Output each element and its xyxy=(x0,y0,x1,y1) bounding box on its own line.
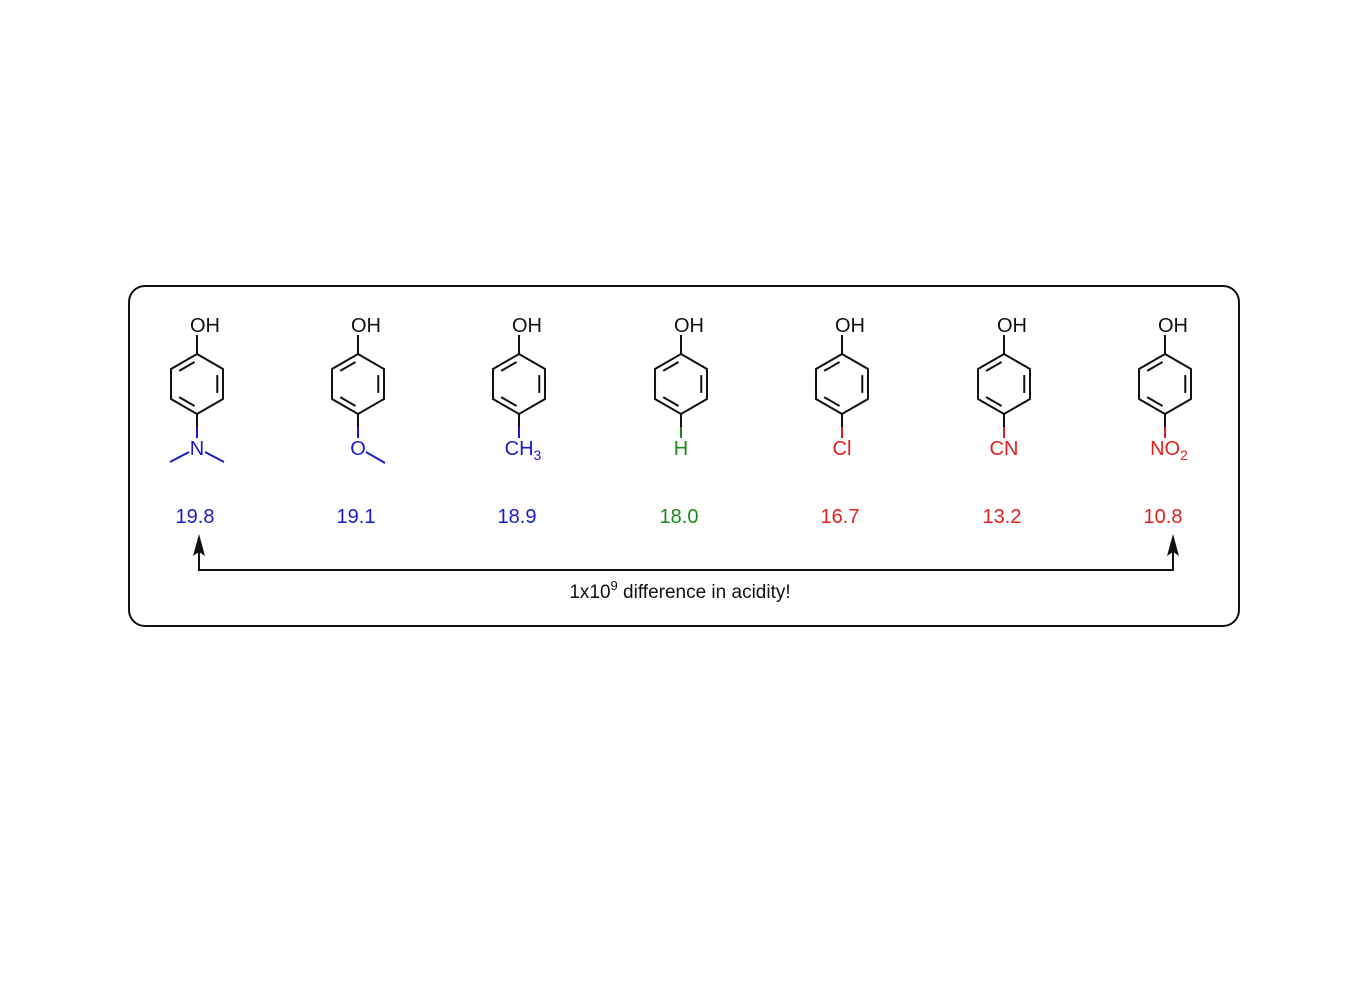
substituent-label xyxy=(190,438,204,460)
acidity-caption xyxy=(569,578,790,603)
methyl-bond-right xyxy=(205,452,224,462)
bracket-line xyxy=(199,550,1173,570)
pka-value: 13.2 xyxy=(982,506,1022,528)
comparison-bracket xyxy=(193,534,1179,570)
molecule-ome xyxy=(332,315,385,528)
substituent-subscript: 3 xyxy=(533,447,542,463)
substituent-text: H xyxy=(673,438,689,460)
substituent-text: NO xyxy=(1150,438,1181,460)
substituent-text: CN xyxy=(989,438,1019,460)
methyl-bond-left xyxy=(170,452,189,462)
pka-value: 19.1 xyxy=(336,506,376,528)
hydroxyl-label: OH xyxy=(1158,315,1188,337)
benzene-ring xyxy=(332,354,384,414)
pka-value: 18.0 xyxy=(659,506,699,528)
hydroxyl-label: OH xyxy=(674,315,704,337)
hydroxyl-label: OH xyxy=(835,315,865,337)
pka-value: 10.8 xyxy=(1143,506,1183,528)
benzene-ring xyxy=(171,354,223,414)
molecule-cn xyxy=(978,315,1030,528)
methyl-bond xyxy=(366,452,385,463)
caption-suffix: difference in acidity! xyxy=(617,582,791,603)
molecule-nme2 xyxy=(170,315,224,528)
substituent-label xyxy=(505,438,542,463)
caption-exponent: 9 xyxy=(610,578,618,593)
caption-prefix: 1x10 xyxy=(569,582,611,603)
pka-value: 19.8 xyxy=(175,506,215,528)
substituent-label xyxy=(833,438,852,460)
hydroxyl-label: OH xyxy=(190,315,220,337)
substituent-subscript: 2 xyxy=(1180,447,1188,463)
pka-value: 16.7 xyxy=(820,506,860,528)
benzene-ring xyxy=(978,354,1030,414)
substituent-text: CH xyxy=(504,438,534,460)
benzene-ring xyxy=(655,354,707,414)
hydroxyl-label: OH xyxy=(997,315,1027,337)
hydroxyl-label: OH xyxy=(512,315,542,337)
substituent-label xyxy=(350,438,366,460)
benzene-ring xyxy=(1139,354,1191,414)
molecule-ch3 xyxy=(493,315,545,528)
molecule-row xyxy=(170,315,1191,528)
benzene-ring xyxy=(816,354,868,414)
substituent-label xyxy=(1150,438,1188,463)
substituent-text: O xyxy=(350,438,366,460)
molecule-no2 xyxy=(1139,315,1191,528)
hydroxyl-label: OH xyxy=(351,315,381,337)
substituent-label xyxy=(674,438,688,460)
substituent-text: Cl xyxy=(832,438,852,460)
molecule-h xyxy=(655,315,707,528)
substituent-label xyxy=(990,438,1019,460)
molecule-cl xyxy=(816,315,868,528)
substituent-text: N xyxy=(189,438,205,460)
benzene-ring xyxy=(493,354,545,414)
pka-value: 18.9 xyxy=(497,506,537,528)
